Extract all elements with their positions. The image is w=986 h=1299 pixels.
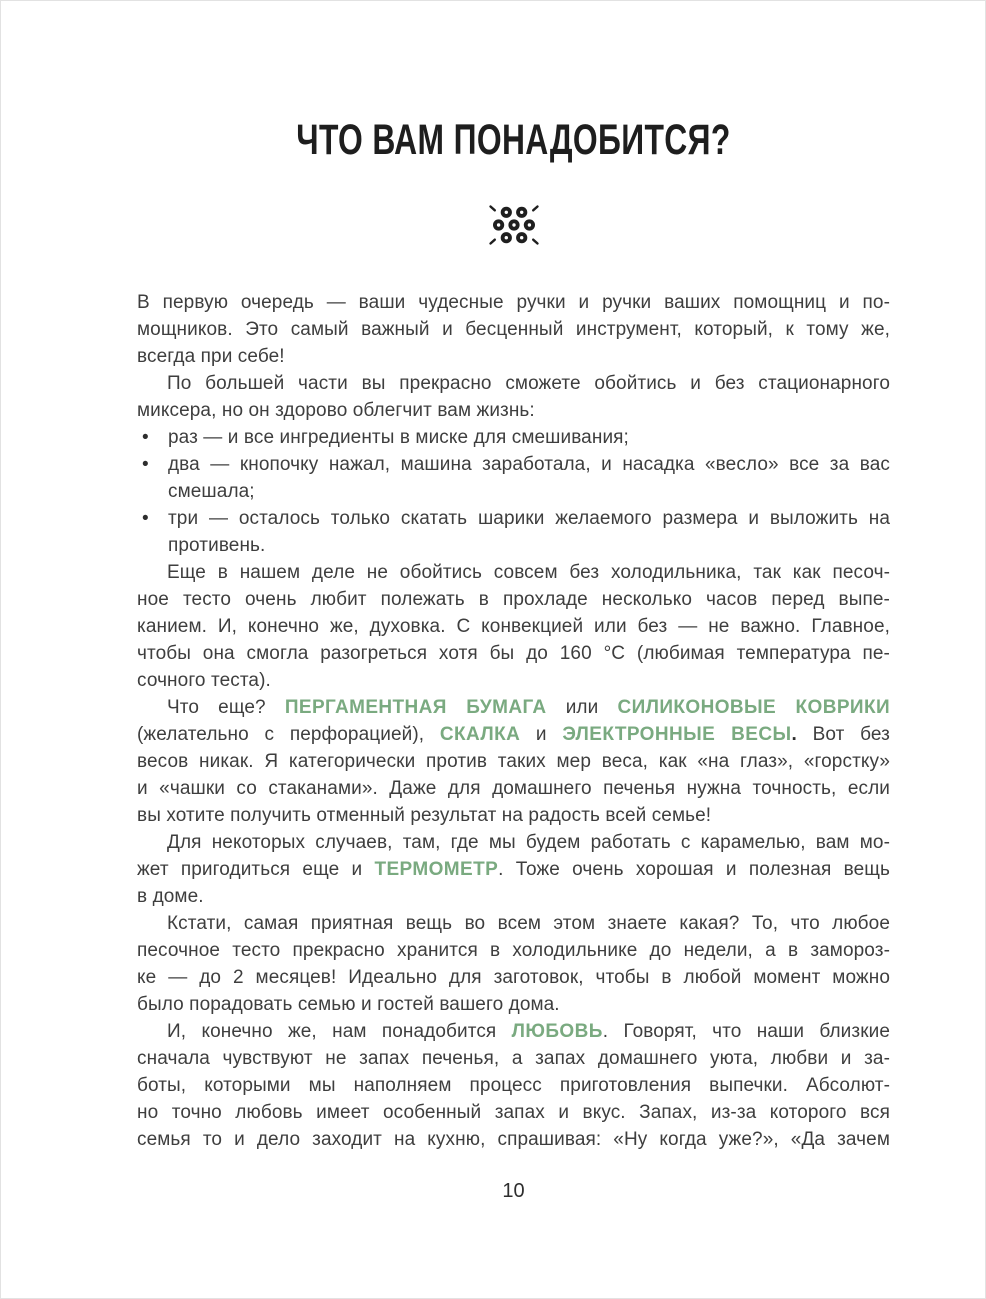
- text-segment: смешала;: [168, 481, 255, 502]
- text-segment: мощников. Это самый важный и бесценный инструмент, который, к тому же,: [137, 319, 890, 340]
- text-line: [137, 505, 890, 532]
- text-line: [137, 829, 890, 856]
- highlighted-term: ЛЮБОВЬ: [511, 1021, 603, 1042]
- text-segment: чтобы она смогла разогреться хотя бы до 160 °C (любимая температура пе-: [137, 643, 890, 664]
- text-line: [137, 883, 890, 910]
- cookie-dots-ornament-icon: [486, 201, 542, 249]
- text-segment: .: [791, 724, 797, 745]
- text-line: [137, 559, 890, 586]
- text-line: [137, 1099, 890, 1126]
- text-segment: Для некоторых случаев, там, где мы будем работать с карамелью, вам мо-: [167, 832, 890, 853]
- text-line: [137, 478, 890, 505]
- text-segment: Что еще?: [167, 697, 285, 718]
- text-segment: жет пригодиться еще и: [137, 859, 375, 880]
- text-segment: ке — до 2 месяцев! Идеально для заготовок, чтобы в любой момент можно: [137, 967, 890, 988]
- text-line: [137, 694, 890, 721]
- text-line: [137, 1018, 890, 1045]
- text-segment: боты, которыми мы наполняем процесс приготовления выпечки. Абсолют-: [137, 1075, 890, 1096]
- ornament-wrap: [137, 201, 890, 249]
- highlighted-term: ТЕРМОМЕТР: [374, 859, 499, 880]
- text-segment: в доме.: [137, 886, 204, 907]
- text-segment: Еще в нашем деле не обойтись совсем без холодильника, так как песоч-: [167, 562, 890, 583]
- text-segment: но точно любовь имеет особенный запах и вкус. Запах, из-за которого вся: [137, 1102, 890, 1123]
- text-segment: и «чашки со стаканами». Даже для домашнего печенья нужна точность, если: [137, 778, 890, 799]
- text-line: [137, 640, 890, 667]
- body-text: [137, 289, 890, 1153]
- text-segment: семья то и дело заходит на кухню, спрашивая: «Ну когда уже?», «Да зачем: [137, 1129, 890, 1150]
- bullet-icon: •: [142, 508, 149, 529]
- text-segment: три — осталось только скатать шарики желаемого размера и выложить на: [168, 508, 890, 529]
- text-segment: противень.: [168, 535, 266, 556]
- chapter-title: ЧТО ВАМ ПОНАДОБИТСЯ?: [296, 116, 731, 164]
- text-segment: Вот без: [796, 724, 890, 745]
- text-line: [137, 613, 890, 640]
- text-line: [137, 721, 890, 748]
- text-segment: или: [546, 697, 618, 718]
- text-segment: весов никак. Я категорически против таких мер веса, как «на глаз», «горстку»: [137, 751, 890, 772]
- text-line: [137, 397, 890, 424]
- chapter-title-wrap: [137, 115, 890, 165]
- text-segment: сочного теста).: [137, 670, 271, 691]
- text-line: [137, 775, 890, 802]
- text-line: [137, 991, 890, 1018]
- highlighted-term: ЭЛЕКТРОННЫЕ ВЕСЫ: [562, 724, 792, 745]
- text-segment: сначала чувствуют не запах печенья, а запах домашнего уюта, любви и за-: [137, 1048, 890, 1069]
- text-segment: По большей части вы прекрасно сможете обойтись и без стационарного: [167, 373, 890, 394]
- text-line: [137, 316, 890, 343]
- text-segment: канием. И, конечно же, духовка. С конвекцией или без — не важно. Главное,: [137, 616, 890, 637]
- text-segment: миксера, но он здорово облегчит вам жизнь:: [137, 400, 535, 421]
- text-line: [137, 748, 890, 775]
- text-line: [137, 910, 890, 937]
- highlighted-term: ПЕРГАМЕНТНАЯ БУМАГА: [284, 697, 547, 718]
- text-line: [137, 802, 890, 829]
- text-segment: два — кнопочку нажал, машина заработала, и насадка «весло» все за вас: [168, 454, 890, 475]
- text-line: [137, 289, 890, 316]
- page-number: 10: [502, 1180, 525, 1202]
- text-segment: вы хотите получить отменный результат на радость всей семье!: [137, 805, 712, 826]
- text-line: [137, 667, 890, 694]
- text-line: [137, 586, 890, 613]
- text-line: [137, 424, 890, 451]
- text-line: [137, 1045, 890, 1072]
- text-line: [137, 1126, 890, 1153]
- text-segment: и: [520, 724, 563, 745]
- text-segment: В первую очередь — ваши чудесные ручки и ручки ваших помощниц и по-: [137, 292, 890, 313]
- text-segment: (желательно с перфорацией),: [137, 724, 440, 745]
- text-segment: раз — и все ингредиенты в миске для смешивания;: [168, 427, 629, 448]
- highlighted-term: СКАЛКА: [439, 724, 521, 745]
- text-line: [137, 451, 890, 478]
- bullet-icon: •: [142, 454, 149, 475]
- bullet-icon: •: [142, 427, 149, 448]
- text-segment: И, конечно же, нам понадобится: [167, 1021, 512, 1042]
- text-line: [137, 370, 890, 397]
- text-line: [137, 937, 890, 964]
- text-segment: всегда при себе!: [137, 346, 285, 367]
- text-line: [137, 964, 890, 991]
- text-line: [137, 1072, 890, 1099]
- text-line: [137, 532, 890, 559]
- text-segment: . Тоже очень хорошая и полезная вещь: [498, 859, 890, 880]
- text-segment: ное тесто очень любит полежать в прохладе несколько часов перед выпе-: [137, 589, 890, 610]
- text-line: [137, 856, 890, 883]
- text-segment: было порадовать семью и гостей вашего дома.: [137, 994, 560, 1015]
- highlighted-term: СИЛИКОНОВЫЕ КОВРИКИ: [617, 697, 891, 718]
- text-segment: Кстати, самая приятная вещь во всем этом знаете какая? То, что любое: [167, 913, 890, 934]
- text-segment: песочное тесто прекрасно хранится в холодильнике до недели, а в замороз-: [137, 940, 890, 961]
- text-line: [137, 343, 890, 370]
- text-segment: . Говорят, что наши близкие: [602, 1021, 890, 1042]
